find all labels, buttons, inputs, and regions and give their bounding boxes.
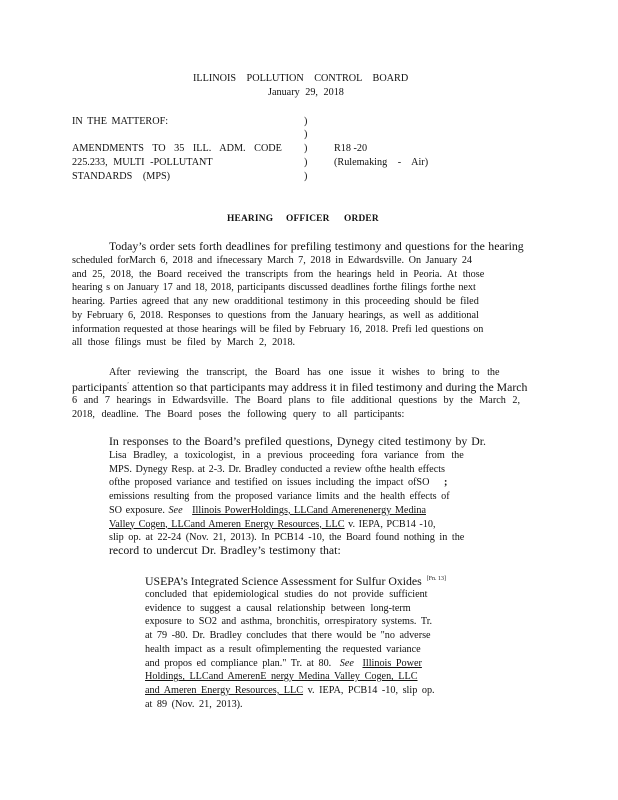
inner-quote-line: concluded that epidemiological studies do not provide sufficient [145, 589, 428, 600]
paragraph-2-line: 6 and 7 hearings in Edwardsville. The Board plans to file additional questions by the March 2, [72, 395, 521, 406]
caption-paren: ) [304, 129, 308, 140]
paragraph-2-sup: ’ [127, 382, 130, 389]
inner-quote-footnote: [Fn. 13] [426, 576, 447, 583]
inner-quote-line: at 89 (Nov. 21, 2013). [145, 698, 243, 710]
block-quote-line [109, 518, 499, 532]
block-quote-text: ofthe proposed variance and testified on issues including the impact ofSO [109, 477, 430, 489]
block-quote-line: emissions resulting from the proposed variance limits and the health effects of [109, 491, 450, 503]
order-title-hearing: HEARING [227, 214, 274, 224]
block-quote-case-name-1: Illinois PowerHoldings, LLCand Amerenenergy Medina [192, 504, 426, 516]
inner-quote-line [145, 657, 490, 671]
block-quote-exposure: exposure. [122, 504, 169, 516]
caption-paren: ) [304, 171, 308, 182]
caption-paren: ) [304, 116, 308, 127]
in-the-matter-label: IN THE MATTEROF: [72, 116, 169, 127]
paragraph-1-line: information requested at those hearings will be filed by February 16, 2018. Prefi led questions on [72, 323, 484, 335]
inner-quote-lead-text: USEPA’s Integrated Science Assessment for Sulfur Oxides [145, 574, 422, 588]
paragraph-2-line: 2018, deadline. The Board poses the following query to all participants: [72, 408, 405, 420]
paragraph-2-line-2-pre: participants [72, 380, 128, 394]
block-quote-case-name-2: Valley Cogen, LLCand Ameren Energy Resources, LLC [109, 518, 345, 530]
caption-line-2: 225.233, MULTI -POLLUTANT [72, 157, 213, 168]
inner-quote-line [145, 684, 490, 698]
block-quote-line: MPS. Dynegy Resp. at 2-3. Dr. Bradley conducted a review ofthe health effects [109, 463, 446, 475]
block-quote-line: slip op. at 22-24 (Nov. 21, 2013). In PCB14 -10, the Board found nothing in the [109, 532, 465, 544]
paragraph-2-line-2-post: attention so that participants may address it in filed testimony and during the March [129, 380, 528, 394]
inner-quote-line [145, 670, 490, 684]
block-quote-so: SO [109, 504, 123, 516]
docket-type: (Rulemaking - Air) [334, 157, 429, 168]
agency-title: ILLINOIS POLLUTION CONTROL BOARD [193, 73, 409, 84]
inner-quote-line: at 79 -80. Dr. Bradley concludes that there would be "no adverse [145, 630, 431, 642]
paragraph-1-lead: Today’s order sets forth deadlines for prefiling testimony and questions for the hearing [109, 239, 524, 253]
paragraph-1-line: hearing s on January 17 and 18, 2018, participants discussed deadlines forthe filings forthe next [72, 282, 476, 294]
block-quote-so-semicolon: ; [444, 477, 448, 489]
inner-quote-case-name-3: and Ameren Energy Resources, LLC [145, 684, 304, 696]
caption-line-3: STANDARDS (MPS) [72, 171, 171, 182]
block-quote-last-line: record to undercut Dr. Bradley’s testimony that: [109, 543, 341, 557]
docket-number: R18 -20 [334, 143, 368, 154]
block-quote-see: See [168, 504, 183, 516]
block-quote-line [109, 476, 499, 490]
paragraph-2-body [72, 394, 542, 421]
paragraph-1-line: hearing. Parties agreed that any new oradditional testimony in this proceeding should be filed [72, 296, 479, 308]
caption-paren: ) [304, 157, 308, 168]
block-quote-line: Lisa Bradley, a toxicologist, in a previous proceeding fora variance from the [109, 450, 464, 461]
paragraph-1-line: and 25, 2018, the Board received the transcripts from the hearings held in Peoria. At those [72, 268, 485, 280]
block-quote-lead: In responses to the Board’s prefiled questions, Dynegy cited testimony by Dr. [109, 434, 486, 448]
inner-quote-case-name-2: Holdings, LLCand AmerenE nergy Medina Valley Cogen, LLC [145, 671, 418, 683]
inner-quote-line: health impact as a result ofimplementing the requested variance [145, 643, 421, 655]
inner-quote-body [145, 588, 490, 711]
order-title-order: ORDER [344, 214, 379, 224]
inner-quote-line: evidence to suggest a causal relationship between long-term [145, 602, 411, 614]
paragraph-1-line: by February 6, 2018. Responses to questions from the January hearings, as well as additional [72, 309, 479, 321]
caption-paren: ) [304, 143, 308, 154]
inner-quote-text: and propos ed compliance plan." Tr. at 80. [145, 657, 332, 669]
inner-quote-citation: v. IEPA, PCB14 -10, slip op. [303, 684, 435, 696]
inner-quote-case-name-1: Illinois Power [362, 657, 422, 669]
inner-quote-lead [145, 574, 446, 589]
inner-quote-line: exposure to SO2 and asthma, bronchitis, orrespiratory systems. Tr. [145, 616, 433, 628]
paragraph-1-body [72, 254, 542, 350]
paragraph-2-line-2 [72, 380, 527, 395]
order-title-officer: OFFICER [286, 214, 330, 224]
caption-line-1: AMENDMENTS TO 35 ILL. ADM. CODE [72, 143, 282, 154]
order-date: January 29, 2018 [268, 87, 344, 98]
block-quote-body [109, 449, 499, 545]
block-quote-citation: v. IEPA, PCB14 -10, [344, 518, 436, 530]
inner-quote-see: See [339, 657, 354, 669]
paragraph-1-line: scheduled forMarch 6, 2018 and ifnecessary March 7, 2018 in Edwardsville. On January 24 [72, 255, 473, 266]
paragraph-2-line-1: After reviewing the transcript, the Board has one issue it wishes to bring to the [109, 367, 500, 378]
paragraph-1-line: all those filings must be filed by March 2, 2018. [72, 337, 296, 349]
block-quote-line [109, 504, 499, 518]
